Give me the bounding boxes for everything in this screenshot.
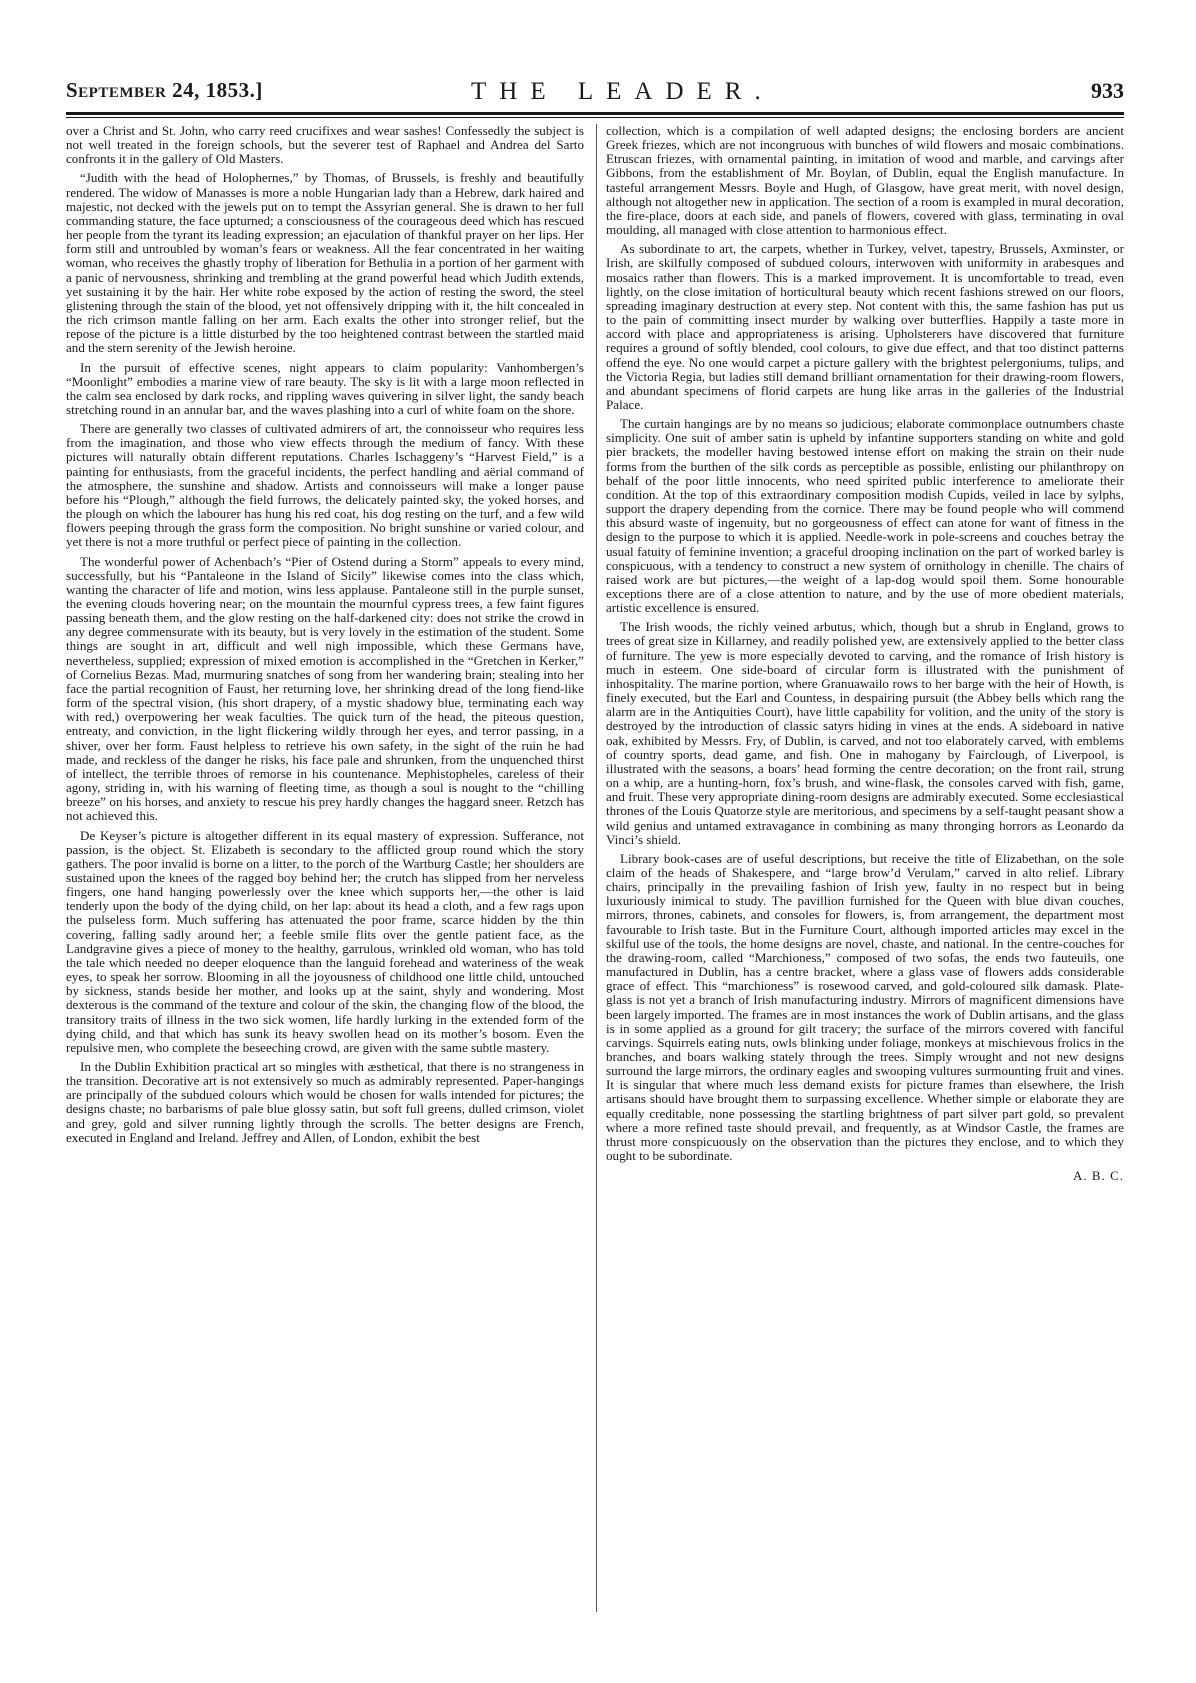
paragraph: In the Dublin Exhibition practical art so mingles with æsthetical, that there is no strangeness in the transition. Decorative art is not extensively so much as admirably represented. Paper-hangings are principally of the subdued colours which would be chosen for walls intended for pictures; the designs chaste; no barbarisms of pale blue glossy satin, but soft full greens, dulled crimson, violet and grey, gold and silver running lightly through the scrolls. The better designs are French, executed in England and Ireland. Jeffrey and Allen, of London, exhibit the best xyxy=(66,1059,584,1145)
issue-date: September 24, 1853.] xyxy=(66,78,263,102)
masthead-rule-thin xyxy=(66,117,1124,118)
paragraph: “Judith with the head of Holophernes,” by Thomas, of Brussels, is freshly and beautifully rendered. The widow of Manasses is more a noble Hungarian lady than a Hebrew, dark haired and majestic, not decked with the jewels put on to tempt the Assyrian general. She is drawn to her full commanding stature, the face upturned; a consciousness of the courageous deed which has rescued her people from the tyrant its leading expression; an ejaculation of thankful prayer on her lips. Her form still and untroubled by woman’s fears or weakness. All the fear concentrated in her waiting woman, who receives the ghastly trophy of liberation for Bethulia in a portion of her garment with a panic of nervousness, shrinking and trembling at the grand powerful head which Judith extends, yet sustaining it by the hair. Her white robe exposed by the action of resting the sword, the steel glistening through the stain of the blood, yet not offensively dripping with it, the hilt concealed in the rich crimson mantle falling on her arm. Each exalts the other into stronger relief, but the repose of the picture is a little disturbed by the too heightened contrast between the startled maid and the stern serenity of the Jewish heroine. xyxy=(66,170,584,356)
page-number: 933 xyxy=(1091,78,1124,103)
paragraph: De Keyser’s picture is altogether different in its equal mastery of expression. Sufferance, not passion, is the object. St. Elizabeth is secondary to the afflicted group round which the story gathers. The poor invalid is borne on a litter, to the porch of the Wartburg Castle; her shoulders are sustained upon the knees of the ragged boy behind her; the crutch has slipped from her nerveless fingers, one hand hanging powerlessly over the knee which supports her,—the other is laid tenderly upon the body of the dying child, on her lap: about its head a cloth, and a few rags upon the pulseless form. Much suffering has attenuated the poor frame, scarce hidden by the thin covering, falling sadly around her; a feeble smile flits over the gentle patient face, as the Landgravine gives a piece of money to the healthy, garrulous, wrinkled old woman, who has told the tale which needed no deeper eloquence than the languid forehead and wateriness of the weak eyes, to speak her sorrow. Blooming in all the joyousness of childhood one little child, untouched by sickness, stands beside her mother, and looks up at the saint, shyly and wondering. Most dexterous is the command of the texture and colour of the skin, the changing flow of the blood, the transitory traits of illness in the two sick women, life hardly lurking in the extended form of the dying child, and that which has sunk its heavy swollen head on its mother’s bosom. Even the repulsive men, who complete the beseeching crowd, are given with the same subtle mastery. xyxy=(66,827,584,1055)
right-column xyxy=(606,124,1124,1183)
publication-title: THE LEADER. xyxy=(471,78,774,105)
paragraph: The wonderful power of Achenbach’s “Pier of Ostend during a Storm” appeals to every mind, successfully, but his “Pantaleone in the Island of Sicily” likewise comes into the class which, wanting the character of life and motion, wins less applause. Pantaleone still in the purple sunset, the evening clouds hovering near; on the mountain the mournful cypress trees, a few faint figures passing beneath them, and the glow resting on the half-darkened city: does not strike the crowd in any degree commensurate with its beauty, but is very lovely in the estimation of the student. Some things are sought in art, difficult and well nigh impossible, which these Germans have, nevertheless, supplied; expression of mixed emotion is accomplished in the “Gretchen in Kerker,” of Cornelius Bezas. Mad, murmuring snatches of song from her wandering brain; stealing into her face the partial recognition of Faust, her returning love, her shrinking dread of the long fiend-like form of the spectral vision, (his short drapery, of a mystic shadowy blue, terminating each way with red,) overpowering her weak faculties. The quick turn of the head, the piteous question, entreaty, and conviction, in the light flickering wildly through her eyes, and terror passing, in a shiver, over her form. Faust helpless to retrieve his own safety, in the sight of the ruin he had made, and reckless of the danger he risks, his face pale and shrunken, from the unquenched thirst of intellect, the terrible throes of remorse in his countenance. Mephistopheles, careless of their agony, striding in, with his warning of fleeting time, as though a soul is nought to the “chilling breeze” on his horses, and anxiety to rescue his prey hardly changes the haggard sneer. Retzch has not achieved this. xyxy=(66,553,584,824)
paragraph: There are generally two classes of cultivated admirers of art, the connoisseur who requires less from the imagination, and those who view effects through the medium of fancy. With these pictures will naturally obtain different reputations. Charles Ischaggeny’s “Harvest Field,” is a painting for enthusiasts, from the graceful incidents, the perfect handling and aërial command of the atmosphere, the sunshine and shadow. Artists and connoisseurs will make a longer pause before his “Plough,” although the field furrows, the delicately painted sky, the yoked horses, and the plough on which the labourer has hung his red coat, his dog resting on the turf, and a few wild flowers peeping through the grass form the composition. No bright sunshine or varied colour, and yet there is not a more truthful or perfect piece of painting in the collection. xyxy=(66,421,584,550)
column-divider xyxy=(596,124,597,1612)
masthead xyxy=(66,78,1124,108)
paragraph: collection, which is a compilation of well adapted designs; the enclosing borders are ancient Greek friezes, which are not incongruous with bunches of wild flowers and mosaic combinations. Etruscan friezes, with ornamental painting, in imitation of wood and marble, and carvings after Gibbons, from the establishment of Mr. Boylan, of Dublin, equal the English manufacture. In tasteful arrangement Messrs. Boyle and Hugh, of Glasgow, have great merit, with novel design, although not altogether new in application. The section of a room is exampled in mural decoration, the fire-place, doors at each side, and panels of flowers, covered with glass, terminating in oval moulding, all managed with close attention to harmonious effect. xyxy=(606,123,1124,238)
paragraph: Library book-cases are of useful descriptions, but receive the title of Elizabethan, on the sole claim of the heads of Shakespere, and “large brow’d Verulam,” carved in alto relief. Library chairs, principally in the prevailing fashion of Irish yew, faulty in no respect but in being luxuriously inimical to study. The pavillion furnished for the Queen with blue divan couches, mirrors, thrones, cabinets, and consoles for flowers, is, from arrangement, the department most favourable to Irish taste. But in the Furniture Court, although imported articles may excel in the skilful use of the tools, the home designs are novel, chaste, and national. In the centre-couches for the drawing-room, called “Marchioness,” composed of two sofas, the ends two fauteuils, one manufactured in Dublin, has a centre bracket, where a glass vase of flowers adds considerable grace of effect. This “marchioness” is rosewood carved, and gold-coloured silk damask. Plate-glass is not yet a branch of Irish manufacturing industry. Mirrors of magnificent dimensions have been largely imported. The frames are in most instances the work of Dublin artisans, and the glass is in some applied as a ground for gilt tracery; the surface of the mirrors covered with fanciful carvings. Squirrels eating nuts, owls blinking under foliage, monkeys at mischievous frolics in the branches, and boars walking stately through the trees. Simply wrought and not new designs surround the large mirrors, the ordinary eagles and swooping vultures surmounting fruit and vines. It is singular that where much less demand exists for picture frames than elsewhere, the Irish artisans should have brought them to surpassing excellence. Whether simple or elaborate they are equally creditable, none possessing the startling brightness of part silver part gold, so prevalent where a more refined taste should prevail, and frequently, as at Windsor Castle, the frames are thrust more conspicuously on the observation than the pictures they enclose, and to which they ought to be subordinate. xyxy=(606,850,1124,1164)
author-signature: A. B. C. xyxy=(1073,1168,1124,1184)
paragraph: As subordinate to art, the carpets, whether in Turkey, velvet, tapestry, Brussels, Axminster, or Irish, are skilfully composed of subdued colours, interwoven with uniformity in arabesques and mosaics rather than flowers. This is a marked improvement. It is uncomfortable to tread, even lightly, on the close imitation of horticultural beauty which recent fashions strewed on our floors, spreading imaginary destruction at every step. Not content with this, the same fashion has put us to the pain of committing insect murder by walking over butterflies. Happily a taste more in accord with place and appropriateness is arising. Upholsterers have discovered that furniture requires a ground of softly blended, cool colours, to give due effect, and that too distinct patterns offend the eye. No one would carpet a picture gallery with the brightest pelergoniums, tulips, and the Victoria Regia, but ladies still demand brilliant ornamentation for their drawing-room flowers, and abundant specimens of florid carpets are hung like arras in the galleries of the Industrial Palace. xyxy=(606,241,1124,412)
left-column xyxy=(66,124,584,1150)
paragraph: The curtain hangings are by no means so judicious; elaborate commonplace outnumbers chaste simplicity. One suit of amber satin is upheld by infantine supporters standing on white and gold pier brackets, the modeller having bestowed intense effort on making the strain on their nude forms from the burthen of the silk cords as perceptible as possible, enlisting our philanthropy on behalf of the poor little innocents, who need spirited public interference to ameliorate their condition. At the top of this extraordinary composition modish Cupids, veiled in lace by sylphs, support the drapery depending from the cornice. There may be found people who will commend this absurd waste of ingenuity, but no gorgeousness of effect can atone for want of fitness in the design to the purpose to which it is applied. Needle-work in pole-screens and couches betray the usual fatuity of feminine invention; a graceful drooping inclination on the part of worked barley is conspicuous, with a tendency to construct a new system of ornithology in chenille. The chairs of raised work are but pictures,—the weight of a lap-dog would spoil them. Some honourable exceptions there are of a close attention to nature, and by the use of more obedient materials, artistic excellence is ensured. xyxy=(606,416,1124,616)
paragraph: The Irish woods, the richly veined arbutus, which, though but a shrub in England, grows to trees of great size in Killarney, and readily polished yew, are extensively applied to the better class of furniture. The yew is more especially devoted to carving, and the romance of Irish history is much in esteem. One side-board of circular form is illustrated with the punishment of inhospitality. The marine portion, where Granuawailo rows to her barge with the heir of Howth, is finely executed, but the Earl and Countess, in despairing pursuit (the Abbey bells which rang the alarm are in the Antiquities Court), have little capability for volition, and the unity of the story is destroyed by the introduction of classic satyrs hiding in vines at the ends. A sideboard in native oak, exhibited by Messrs. Fry, of Dublin, is carved, and not too elaborately carved, with emblems of country sports, dead game, and fish. One in mahogany by Fairclough, of Liverpool, is illustrated with the seasons, a boars’ head forming the centre decoration; on the front rail, strung on a whip, are a hunting-horn, fox’s brush, and wine-flask, the consoles carved with fish, game, and fruit. These very appropriate dining-room designs are admirably executed. Some ecclesiastical thrones of the Louis Quatorze style are meritorious, and specimens by a self-taught peasant show a wild genius and untamed extravagance in combining as many thronging horrors as Leonardo da Vinci’s shield. xyxy=(606,619,1124,847)
paragraph: In the pursuit of effective scenes, night appears to claim popularity: Vanhombergen’s “Moonlight” embodies a marine view of rare beauty. The sky is lit with a large moon reflected in the calm sea enclosed by dark rocks, and rippling waves quivering in silver light, the sandy beach stretching round in an annular bar, and the waves plashing into a curl of white foam on the shore. xyxy=(66,359,584,417)
masthead-rule-thick xyxy=(66,112,1124,115)
paragraph: over a Christ and St. John, who carry reed crucifixes and wear sashes! Confessedly the subject is not well treated in the foreign schools, but the severer test of Raphael and Andrea del Sarto confronts it in the gallery of Old Masters. xyxy=(66,123,584,167)
